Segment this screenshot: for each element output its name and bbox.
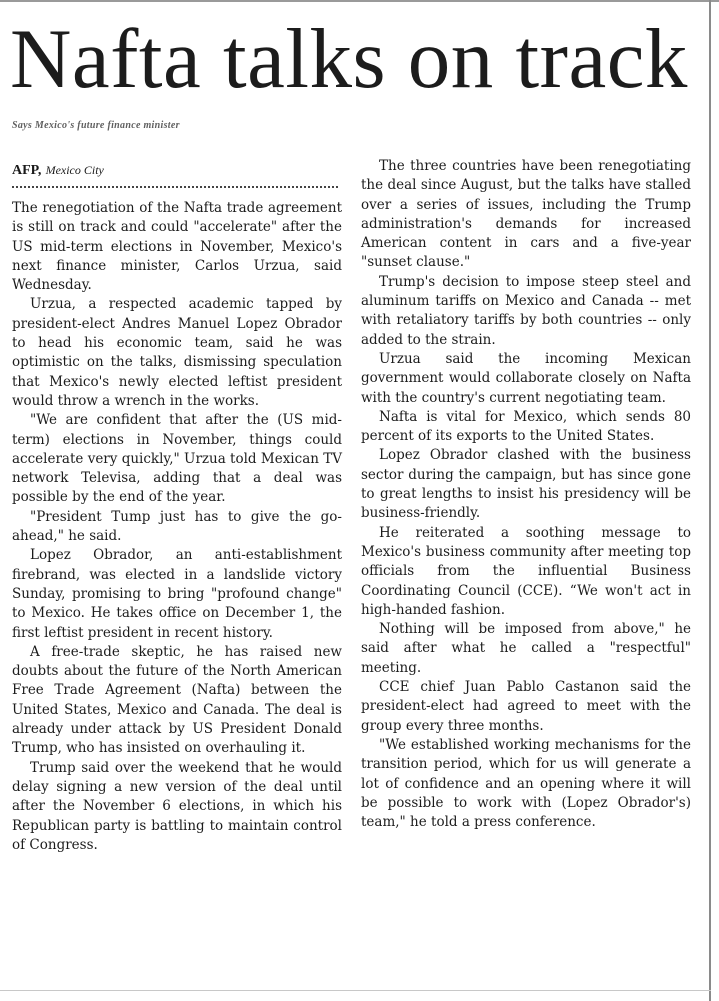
right-border xyxy=(709,0,711,1001)
byline xyxy=(12,161,342,180)
paragraph: Lopez Obrador, an anti-establishment firebrand, was elected in a landslide victory Sunday, promising to bring "profound change" to Mexico. He takes office on December 1, the first leftist president in recent history. xyxy=(12,547,342,641)
bottom-border xyxy=(0,990,711,991)
paragraph: Lopez Obrador clashed with the business sector during the campaign, but has since gone to great lengths to insist his presidency will be business-friendly. xyxy=(361,447,691,522)
paragraph: "We established working mechanisms for the transition period, which for us will generate a lot of confidence and an opening where it will be possible to work with (Lopez Obrador's) team," he told a press conference. xyxy=(361,736,691,831)
article-column-left xyxy=(12,199,342,855)
paragraph: He reiterated a soothing message to Mexico's business community after meeting top officials from the influential Business Coordinating Council (CCE). “We won't act in high-handed fashion. xyxy=(361,524,691,618)
paragraph: Nafta is vital for Mexico, which sends 80 percent of its exports to the United States. xyxy=(361,408,691,445)
paragraph: The three countries have been renegotiating the deal since August, but the talks have stalled over a series of issues, including the Trump administration's demands for increased American content in cars and a five-year "sunset clause." xyxy=(361,158,691,271)
subheadline: Says Mexico's future finance minister xyxy=(12,120,180,131)
paragraph: "We are confident that after the (US mid-term) elections in November, things could accelerate very quickly," Urzua told Mexican TV network Televisa, adding that a deal was possible by the end of the year. xyxy=(12,412,342,506)
paragraph: Urzua said the incoming Mexican government would collaborate closely on Nafta with the country's current negotiating team. xyxy=(361,350,691,406)
dotted-divider xyxy=(12,186,338,188)
paragraph: "President Tump just has to give the go-ahead," he said. xyxy=(12,508,342,545)
paragraph: The renegotiation of the Nafta trade agreement is still on track and could "accelerate" after the US mid-term elections in November, Mexico's next finance minister, Carlos Urzua, said Wednesday. xyxy=(12,200,342,294)
byline-agency: AFP, xyxy=(12,163,42,178)
paragraph: Trump's decision to impose steep steel and aluminum tariffs on Mexico and Canada -- met with retaliatory tariffs by both countries -- only added to the strain. xyxy=(361,273,691,348)
paragraph: Nothing will be imposed from above," he said after what he called a "respectful" meeting. xyxy=(361,621,691,676)
byline-location: Mexico City xyxy=(45,163,104,177)
headline: Nafta talks on track xyxy=(10,12,688,106)
paragraph: A free-trade skeptic, he has raised new doubts about the future of the North American Free Trade Agreement (Nafta) between the United States, Mexico and Canada. The deal is already under attack by US President Donald Trump, who has insisted on overhauling it. xyxy=(12,643,342,757)
article-column-right xyxy=(361,157,691,832)
paragraph: Urzua, a respected academic tapped by president-elect Andres Manuel Lopez Obrador to head his economic team, said he was optimistic on the talks, dismissing speculation that Mexico's newly elected leftist president would throw a wrench in the works. xyxy=(12,296,342,409)
paragraph: CCE chief Juan Pablo Castanon said the president-elect had agreed to meet with the group every three months. xyxy=(361,679,691,734)
top-border xyxy=(0,0,719,2)
paragraph: Trump said over the weekend that he would delay signing a new version of the deal until after the November 6 elections, in which his Republican party is battling to maintain control of Congress. xyxy=(12,759,342,853)
